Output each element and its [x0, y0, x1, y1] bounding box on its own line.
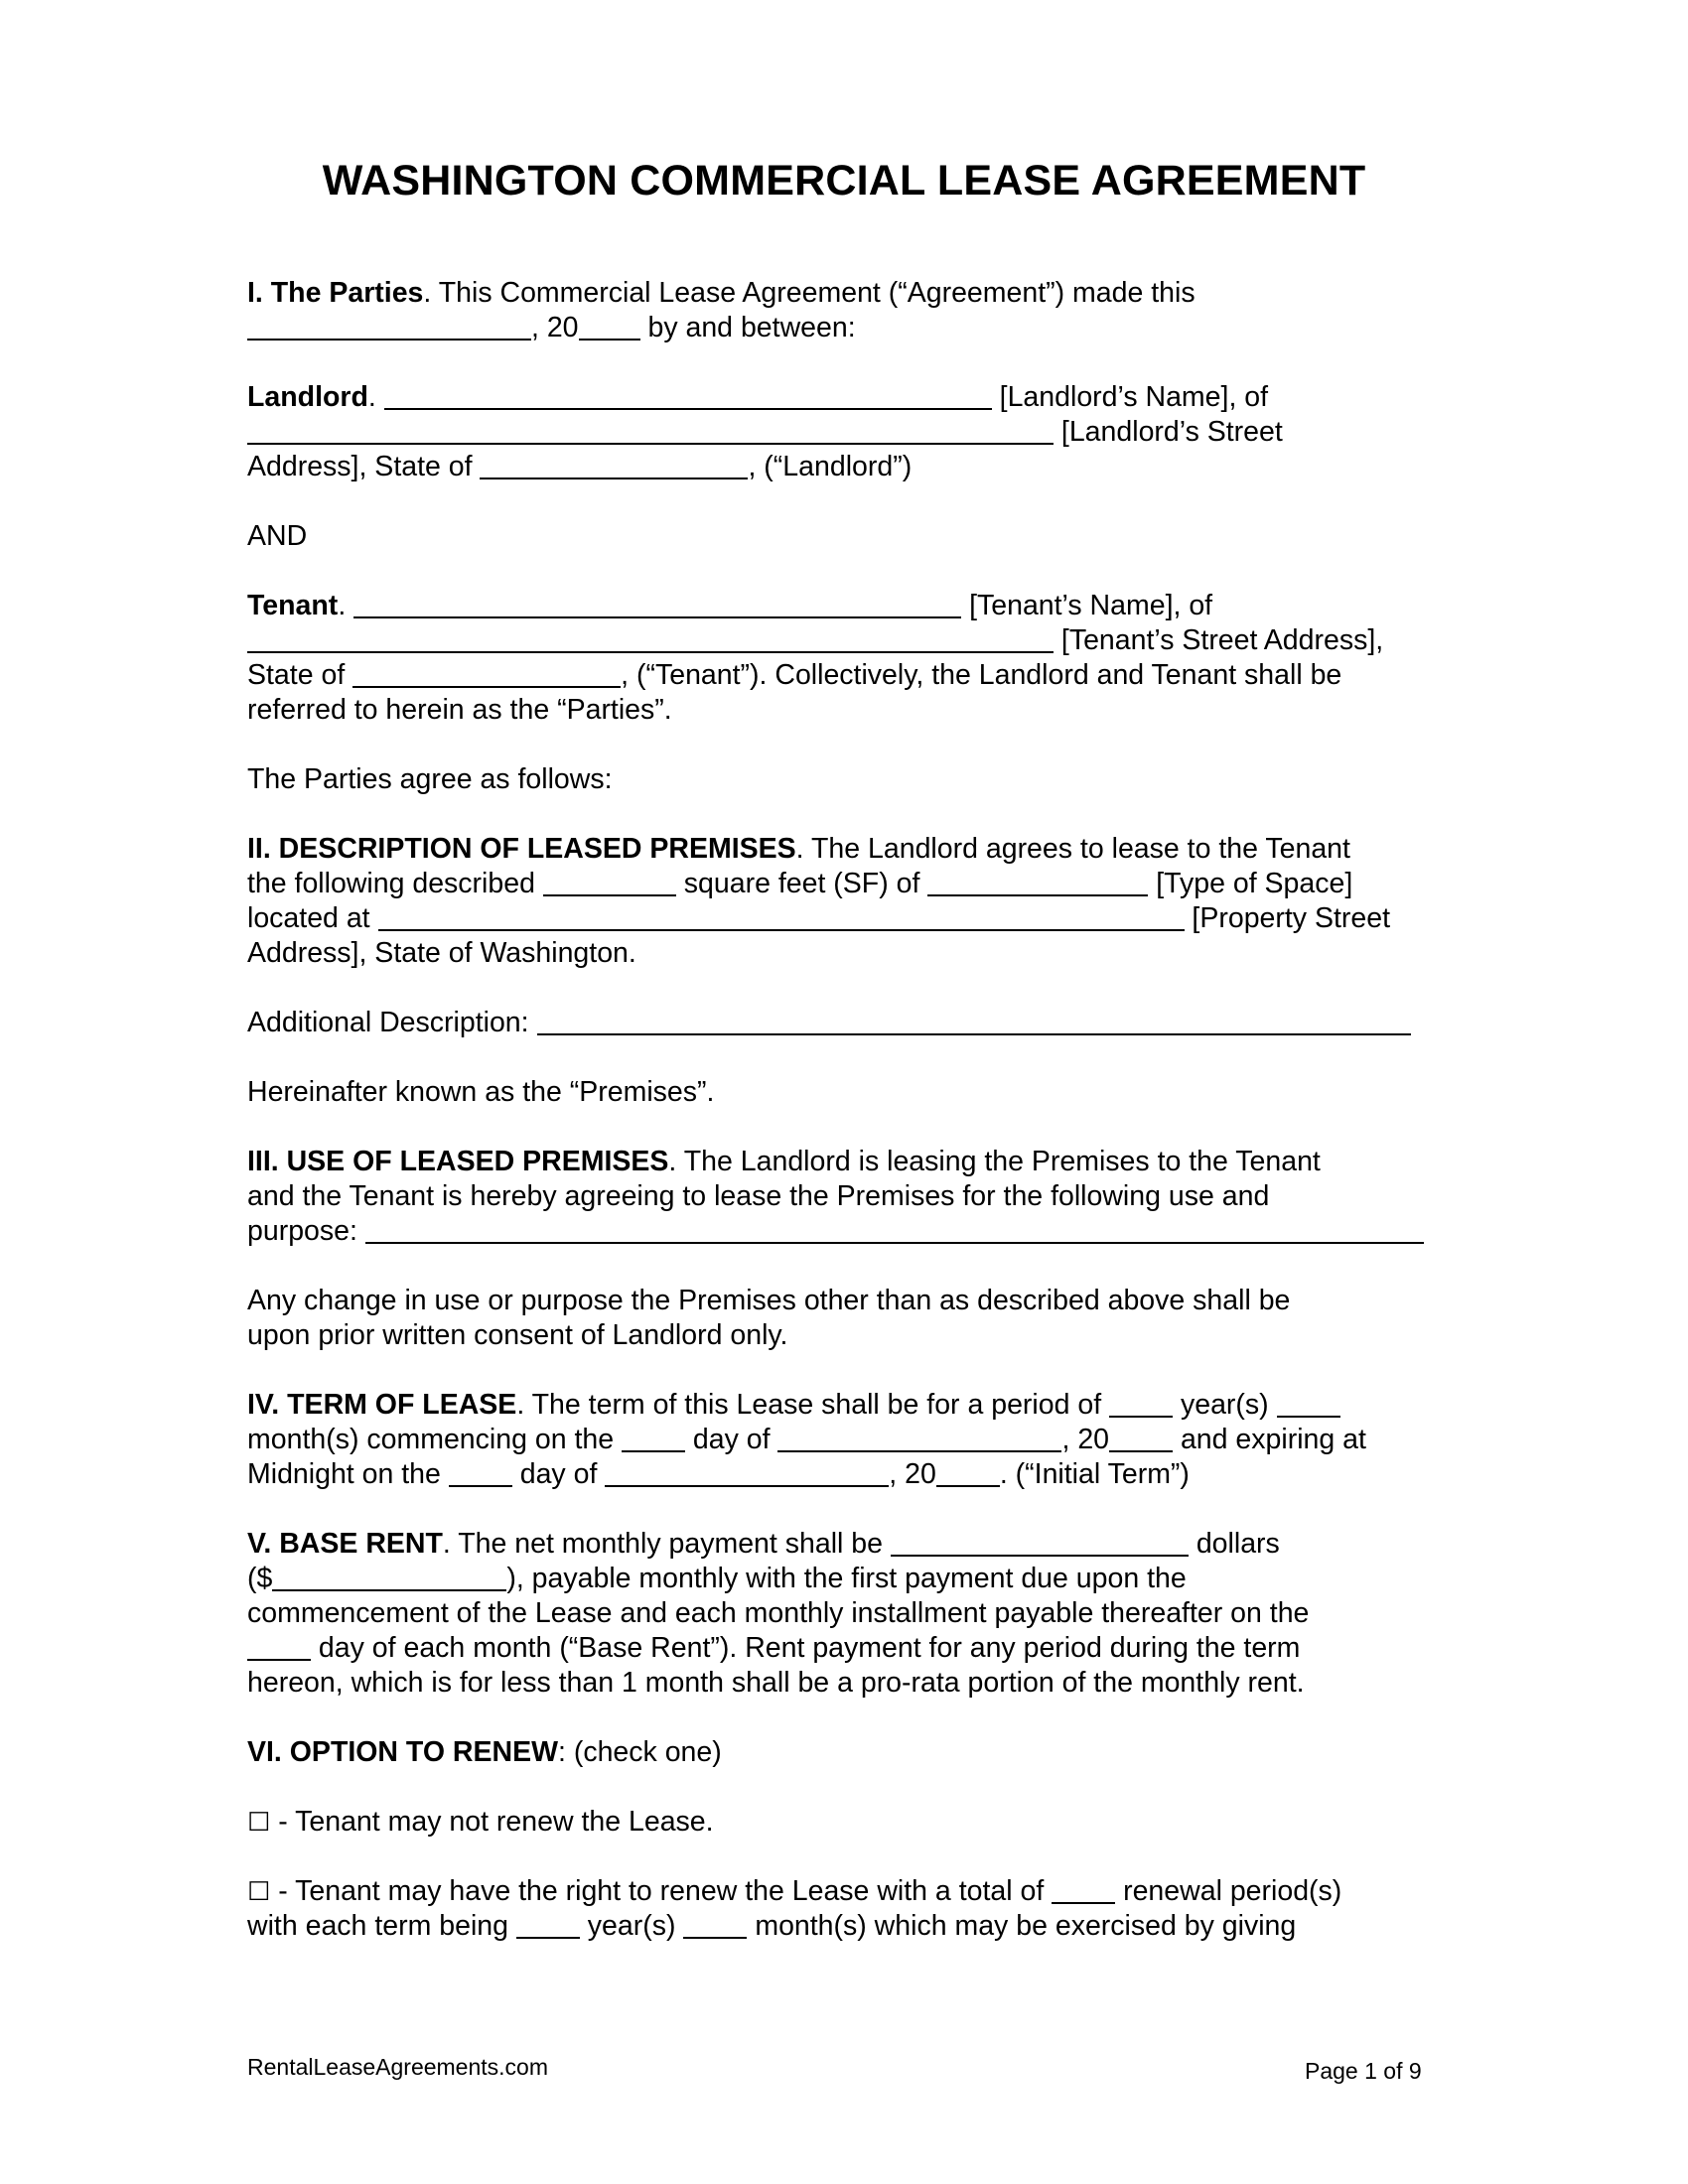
section-heading: V. BASE RENT	[247, 1528, 443, 1560]
tenant-name-blank[interactable]	[353, 591, 961, 618]
section-heading: III. USE OF LEASED PREMISES	[247, 1146, 669, 1177]
landlord-block: Landlord. [Landlord’s Name], of [Landlord’s Street Address], State of , (“Landlord”)	[247, 381, 1283, 482]
rent-words-blank[interactable]	[891, 1529, 1189, 1557]
term-months-blank[interactable]	[1277, 1390, 1340, 1418]
section-heading: I. The Parties	[247, 277, 424, 309]
agree-text: The Parties agree as follows:	[247, 763, 613, 795]
footer-site: RentalLeaseAgreements.com	[247, 2054, 548, 2080]
document-body	[247, 276, 1439, 1979]
date-day-blank[interactable]	[247, 313, 531, 341]
year-blank[interactable]	[579, 313, 640, 341]
tenant-address-blank[interactable]	[247, 625, 1054, 653]
checkbox-icon[interactable]: ☐	[247, 1808, 271, 1838]
renewal-periods-blank[interactable]	[1052, 1876, 1115, 1904]
section-base-rent: V. BASE RENT. The net monthly payment shall be dollars ($ ), payable monthly with the first payment due upon the commencement of the Lease and each monthly installment payable thereafter on the day of each month (“Base Rent”). Rent payment for any period during the term hereon, which is for less than 1 month shall be a pro-rata portion of the monthly rent.	[247, 1528, 1310, 1699]
section-description: II. DESCRIPTION OF LEASED PREMISES. The Landlord agrees to lease to the Tenant the following described square feet (SF) of [Type of Space] located at [Property Street Address], State of Washington.	[247, 833, 1391, 969]
use-purpose-blank[interactable]	[365, 1216, 1424, 1244]
and-label: AND	[247, 520, 308, 552]
landlord-state-blank[interactable]	[480, 452, 748, 479]
square-feet-blank[interactable]	[543, 869, 676, 896]
tenant-block: Tenant. [Tenant’s Name], of [Tenant’s Street Address], State of , (“Tenant”). Collectively, the Landlord and Tenant shall be referred to herein as the “Parties”.	[247, 590, 1384, 726]
change-text: Any change in use or purpose the Premises other than as described above shall be upon prior written consent of Landlord only.	[247, 1285, 1291, 1351]
space-type-blank[interactable]	[927, 869, 1148, 896]
renewal-years-blank[interactable]	[516, 1911, 580, 1939]
term-years-blank[interactable]	[1109, 1390, 1173, 1418]
tenant-state-blank[interactable]	[352, 660, 621, 688]
footer-page-number: Page 1 of 9	[1305, 2058, 1422, 2084]
document-title: WASHINGTON COMMERCIAL LEASE AGREEMENT	[322, 157, 1366, 205]
section-renew: VI. OPTION TO RENEW: (check one)	[247, 1736, 722, 1768]
end-year-blank[interactable]	[936, 1459, 1000, 1487]
additional-description-blank[interactable]	[537, 1008, 1411, 1035]
property-address-blank[interactable]	[378, 903, 1185, 931]
renewal-months-blank[interactable]	[683, 1911, 747, 1939]
section-heading: II. DESCRIPTION OF LEASED PREMISES	[247, 833, 796, 865]
renew-option-2: ☐ - Tenant may have the right to renew the Lease with a total of renewal period(s) with each term being year(s) month(s) which may be exercised by giving	[247, 1875, 1342, 1942]
end-month-blank[interactable]	[605, 1459, 889, 1487]
checkbox-icon[interactable]: ☐	[247, 1877, 271, 1907]
section-heading: IV. TERM OF LEASE	[247, 1389, 517, 1421]
section-term: IV. TERM OF LEASE. The term of this Lease shall be for a period of year(s) month(s) commencing on the day of , 20 and expiring at Midnight on the day of , 20 . (“Initial Term”)	[247, 1389, 1366, 1490]
start-month-blank[interactable]	[777, 1425, 1061, 1452]
rent-day-blank[interactable]	[247, 1633, 311, 1661]
hereinafter-text: Hereinafter known as the “Premises”.	[247, 1076, 715, 1108]
section-heading: VI. OPTION TO RENEW	[247, 1736, 558, 1768]
additional-description: Additional Description:	[247, 1006, 1439, 1040]
renew-option-1: ☐ - Tenant may not renew the Lease.	[247, 1806, 714, 1838]
end-day-blank[interactable]	[449, 1459, 512, 1487]
landlord-name-blank[interactable]	[384, 382, 992, 410]
start-year-blank[interactable]	[1109, 1425, 1173, 1452]
landlord-address-blank[interactable]	[247, 417, 1054, 445]
start-day-blank[interactable]	[622, 1425, 685, 1452]
rent-amount-blank[interactable]	[272, 1564, 506, 1591]
section-parties: I. The Parties. This Commercial Lease Agreement (“Agreement”) made this , 20 by and between:	[247, 277, 1196, 343]
section-use: III. USE OF LEASED PREMISES. The Landlord is leasing the Premises to the Tenant and the Tenant is hereby agreeing to lease the Premises for the following use and purpose:	[247, 1145, 1439, 1249]
